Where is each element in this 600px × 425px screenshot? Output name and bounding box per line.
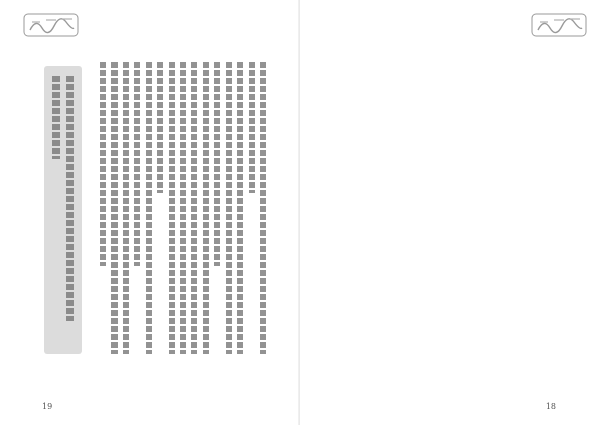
text-column <box>191 62 197 354</box>
text-column <box>203 62 209 354</box>
text-column <box>249 62 255 193</box>
note-text-column <box>66 76 74 321</box>
text-column <box>169 62 175 354</box>
book-series-logo-icon <box>530 10 588 40</box>
text-column <box>237 62 243 354</box>
left-page-body-text <box>100 62 266 354</box>
text-column <box>260 62 266 354</box>
text-column <box>214 62 220 266</box>
text-column <box>180 62 186 354</box>
text-column <box>146 62 152 354</box>
text-column <box>157 62 163 193</box>
book-series-logo-icon <box>22 10 80 40</box>
text-column <box>134 62 140 266</box>
page-number: 18 <box>545 402 556 411</box>
text-column <box>123 62 129 354</box>
text-column <box>226 62 232 354</box>
text-column <box>100 62 106 266</box>
annotation-note-box <box>44 66 82 354</box>
text-column <box>111 62 117 354</box>
page-number: 19 <box>42 402 53 411</box>
right-page <box>300 0 600 425</box>
note-text-column <box>52 76 60 159</box>
